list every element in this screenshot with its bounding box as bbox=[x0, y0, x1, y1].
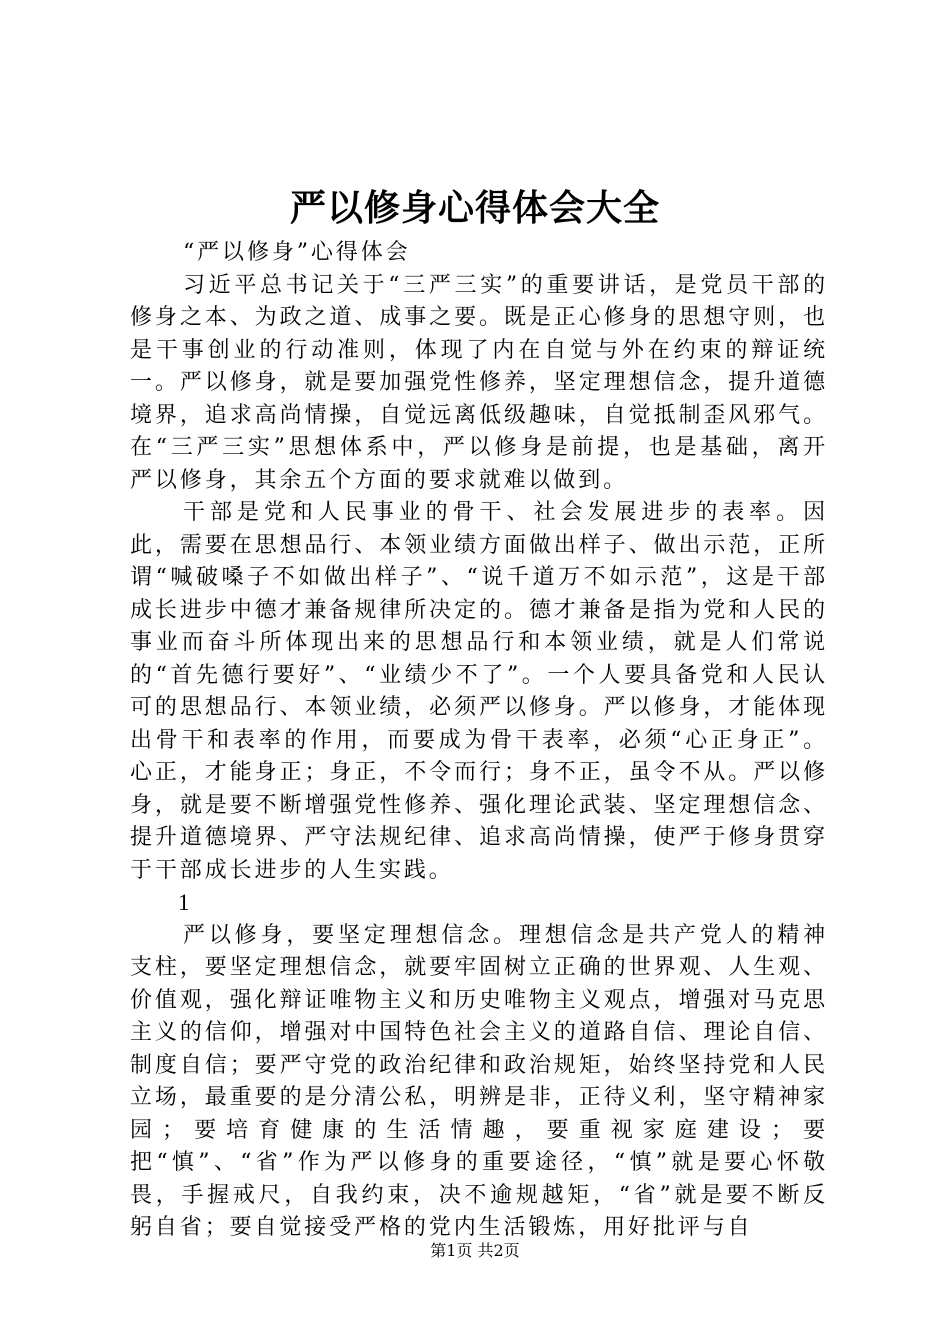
paragraph-1: 习近平总书记关于“三严三实”的重要讲话，是党员干部的修身之本、为政之道、成事之要。既是正心修身的思想守则，也是干事创业的行动准则，体现了内在自觉与外在约束的辩证统一。严以修身，就是要加强党性修养，坚定理想信念，提升道德境界，追求高尚情操，自觉远离低级趣味，自觉抵制歪风邪气。在“三严三实”思想体系中，严以修身是前提，也是基础，离开严以修身，其余五个方面的要求就难以做到。 bbox=[130, 272, 828, 493]
paragraph-3: 严以修身，要坚定理想信念。理想信念是共产党人的精神支柱，要坚定理想信念，就要牢固树立正确的世界观、人生观、价值观，强化辩证唯物主义和历史唯物主义观点，增强对马克思主义的信仰，增强对中国特色社会主义的道路自信、理论自信、制度自信；要严守党的政治纪律和政治规矩，始终坚持党和人民立场，最重要的是分清公私，明辨是非，正待义利，坚守精神家园；要培育健康的生活情趣，要重视家庭建设；要把“慎”、“省”作为严以修身的重要途径，“慎”就是要心怀敬畏，手握戒尺，自我约束，决不逾规越矩，“省”就是要不断反躬自省；要自觉接受严格的党内生活锻炼，用好批评与自 bbox=[130, 922, 828, 1240]
document-body bbox=[130, 237, 828, 1245]
document-title: 严以修身心得体会大全 bbox=[289, 188, 660, 229]
page-footer: 第1页 共2页 bbox=[430, 1241, 520, 1260]
subtitle: “严以修身”心得体会 bbox=[183, 240, 411, 265]
section-number: 1 bbox=[178, 890, 190, 915]
paragraph-2: 干部是党和人民事业的骨干、社会发展进步的表率。因此，需要在思想品行、本领业绩方面做出样子、做出示范，正所谓“喊破嗓子不如做出样子”、“说千道万不如示范”，这是干部成长进步中德才兼备规律所决定的。德才兼备是指为党和人民的事业而奋斗所体现出来的思想品行和本领业绩，就是人们常说的“首先德行要好”、“业绩少不了”。一个人要具备党和人民认可的思想品行、本领业绩，必须严以修身。严以修身，才能体现出骨干和表率的作用，而要成为骨干表率，必须“心正身正”。心正，才能身正；身正，不令而行；身不正，虽令不从。严以修身，就是要不断增强党性修养、强化理论武装、坚定理想信念、提升道德境界、严守法规纪律、追求高尚情操，使严于修身贯穿于干部成长进步的人生实践。 bbox=[130, 500, 828, 883]
